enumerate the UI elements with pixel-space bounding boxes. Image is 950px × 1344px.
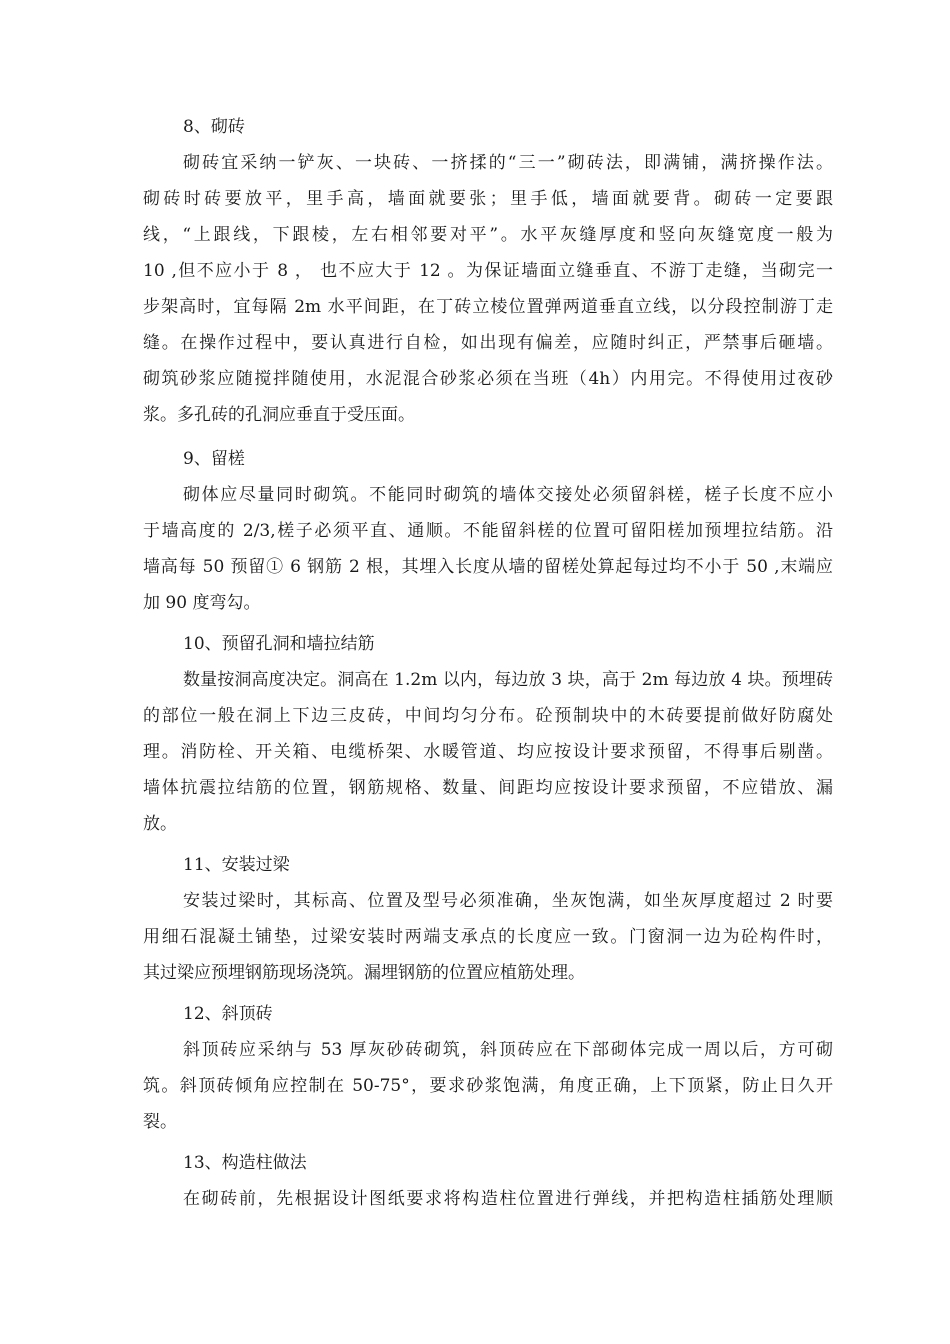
paragraph-line: 裂。: [143, 1112, 177, 1132]
paragraph-line: 砌砖宜采纳一铲灰、一块砖、一挤揉的“三一”砌砖法，即满铺，满挤操作法。: [183, 153, 833, 173]
paragraph-line: 砌体应尽量同时砌筑。不能同时砌筑的墙体交接处必须留斜槎，槎子长度不应小: [183, 485, 833, 505]
paragraph-line: 于墙高度的 2/3,槎子必须平直、通顺。不能留斜槎的位置可留阳槎加预埋拉结筋。沿: [143, 521, 833, 541]
paragraph-line: 其过梁应预埋钢筋现场浇筑。漏埋钢筋的位置应植筋处理。: [143, 963, 585, 983]
paragraph-line: 加 90 度弯勾。: [143, 593, 261, 613]
section-heading: 9、留槎: [183, 449, 245, 469]
paragraph-line: 线，“上跟线，下跟棱，左右相邻要对平”。水平灰缝厚度和竖向灰缝宽度一般为: [143, 225, 833, 245]
paragraph-line: 安装过梁时，其标高、位置及型号必须准确，坐灰饱满，如坐灰厚度超过 2 时要: [183, 891, 833, 911]
paragraph-line: 斜顶砖应采纳与 53 厚灰砂砖砌筑，斜顶砖应在下部砌体完成一周以后，方可砌: [183, 1040, 833, 1060]
section-heading: 11、安装过梁: [183, 855, 290, 875]
paragraph-line: 用细石混凝土铺垫，过梁安装时两端支承点的长度应一致。门窗洞一边为砼构件时，: [143, 927, 833, 947]
paragraph-line: 浆。多孔砖的孔洞应垂直于受压面。: [143, 405, 415, 425]
paragraph-line: 砌筑砂浆应随搅拌随使用，水泥混合砂浆必须在当班（4h）内用完。不得使用过夜砂: [143, 369, 833, 389]
section-heading: 12、斜顶砖: [183, 1004, 273, 1024]
section-heading: 10、预留孔洞和墙拉结筋: [183, 634, 375, 654]
paragraph-line: 缝。在操作过程中，要认真进行自检，如出现有偏差，应随时纠正，严禁事后砸墙。: [143, 333, 833, 353]
paragraph-line: 理。消防栓、开关箱、电缆桥架、水暖管道、均应按设计要求预留，不得事后剔凿。: [143, 742, 833, 762]
paragraph-line: 砌砖时砖要放平，里手高，墙面就要张；里手低，墙面就要背。砌砖一定要跟: [143, 189, 833, 209]
paragraph-line: 步架高时，宜每隔 2m 水平间距，在丁砖立棱位置弹两道垂直立线，以分段控制游丁走: [143, 297, 833, 317]
paragraph-line: 的部位一般在洞上下边三皮砖，中间均匀分布。砼预制块中的木砖要提前做好防腐处: [143, 706, 833, 726]
paragraph-line: 10 ,但不应小于 8 ， 也不应大于 12 。为保证墙面立缝垂直、不游丁走缝，当砌完一: [143, 261, 833, 281]
paragraph-line: 墙高每 50 预留① 6 钢筋 2 根，其埋入长度从墙的留槎处算起每过均不小于 50 ,末端应: [143, 557, 833, 577]
section-heading: 8、砌砖: [183, 117, 245, 137]
paragraph-line: 墙体抗震拉结筋的位置，钢筋规格、数量、间距均应按设计要求预留，不应错放、漏: [143, 778, 833, 798]
paragraph-line: 放。: [143, 814, 177, 834]
paragraph-line: 筑。斜顶砖倾角应控制在 50-75°，要求砂浆饱满，角度正确，上下顶紧，防止日久开: [143, 1076, 833, 1096]
section-heading: 13、构造柱做法: [183, 1153, 307, 1173]
paragraph-line: 数量按洞高度决定。洞高在 1.2m 以内，每边放 3 块，高于 2m 每边放 4 块。预埋砖: [183, 670, 833, 690]
paragraph-line: 在砌砖前，先根据设计图纸要求将构造柱位置进行弹线，并把构造柱插筋处理顺: [183, 1189, 833, 1209]
